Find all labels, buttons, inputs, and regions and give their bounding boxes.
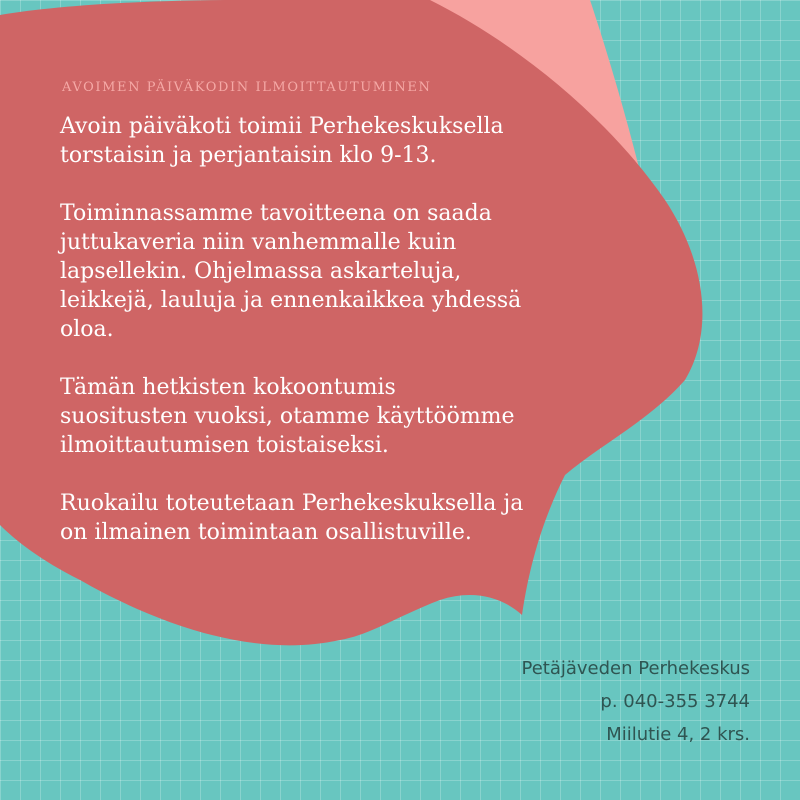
- paragraph-registration: Tämän hetkisten kokoontumis suositusten vuoksi, otamme käyttöömme ilmoittautumisen toistaiseksi.: [60, 375, 515, 458]
- contact-address: Miilutie 4, 2 krs.: [606, 724, 750, 745]
- paragraph-activity-goals: Toiminnassamme tavoitteena on saada juttukaveria niin vanhemmalle kuin lapsellekin. Ohjelmassa askarteluja, leikkejä, lauluja ja ennenkaikkea yhdessä oloa.: [60, 201, 522, 342]
- paragraph-opening-hours: Avoin päiväkoti toimii Perhekeskuksella torstaisin ja perjantaisin klo 9-13.: [60, 114, 504, 168]
- contact-block: [521, 652, 750, 751]
- contact-phone: p. 040-355 3744: [600, 691, 750, 712]
- contact-name: Petäjäveden Perhekeskus: [521, 658, 750, 679]
- paragraph-meals: Ruokailu toteutetaan Perhekeskuksella ja on ilmainen toimintaan osallistuville.: [60, 491, 524, 545]
- announcement-heading: AVOIMEN PÄIVÄKODIN ILMOITTAUTUMINEN: [62, 80, 432, 95]
- announcement-body: [60, 112, 750, 576]
